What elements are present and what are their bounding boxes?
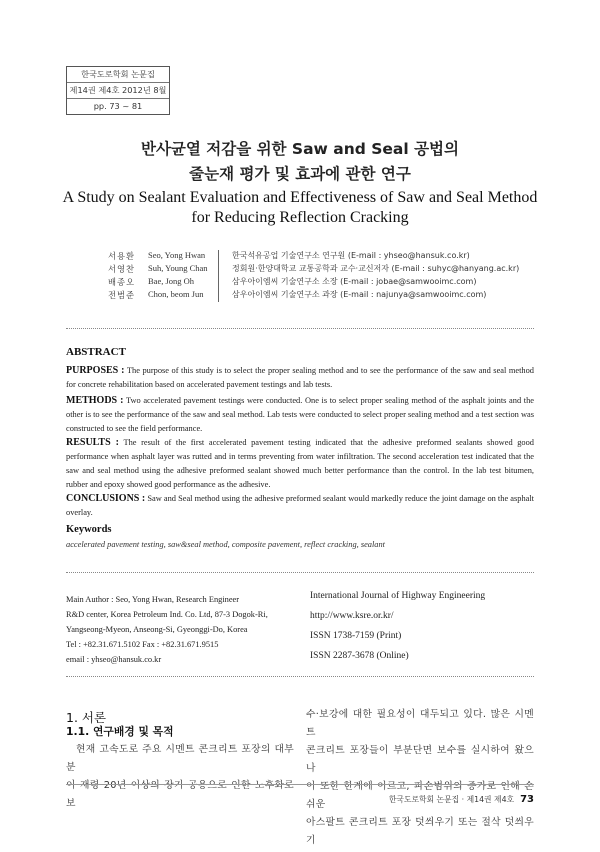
body-line: 아스팔트 콘크리트 포장 덧씌우기 또는 절삭 덧씌우기	[306, 817, 534, 846]
author-name-en: Suh, Young Chan	[148, 263, 208, 273]
author-name-en: Chon, beom Jun	[148, 289, 204, 299]
methods-text: Two accelerated pavement testings were conducted. One is to select proper sealing method of the asphalt joints and the other is to see the performance of the saw and seal method. Lab tests were conducted to select proper sealing method and a test section was constructed to see the field performance.	[66, 396, 534, 433]
title-en-line-2: for Reducing Reflection Cracking	[191, 209, 409, 226]
purposes-text: The purpose of this study is to select the proper sealing method and to see the performance of the saw and seal method for concrete rehabilitation based on accelerated pavement testings and lab tests.	[66, 366, 534, 389]
journal-info-box	[66, 66, 170, 115]
author-name-ko: 서영찬	[108, 264, 136, 274]
body-right-column	[306, 706, 534, 850]
body-line: 이 또한 한계에 이르고, 파손범위의 증가로 인해 손쉬운	[306, 781, 534, 810]
author-name-en: Bae, Jong Oh	[148, 276, 195, 286]
divider-dotted	[66, 328, 534, 329]
main-author-block	[66, 592, 268, 667]
body-left-column	[66, 741, 294, 813]
journal-name: 한국도로학회 논문집	[67, 67, 169, 83]
methods-label: METHODS :	[66, 395, 124, 406]
results-label: RESULTS :	[66, 437, 120, 448]
main-author-line: Tel : +82.31.671.5102 Fax : +82.31.671.9515	[66, 640, 219, 649]
main-author-line: Yangseong-Myeon, Anseong-Si, Gyeonggi-Do, Korea	[66, 625, 248, 634]
journal-pages: pp. 73 ~ 81	[93, 101, 143, 111]
divider-dotted	[66, 572, 534, 573]
author-divider	[218, 250, 219, 302]
title-ko-line-2: 줄눈재 평가 및 효과에 관한 연구	[189, 165, 411, 183]
author-name-ko: 배종오	[108, 277, 136, 287]
conclusions-label: CONCLUSIONS :	[66, 493, 146, 504]
abstract-purposes	[66, 364, 534, 392]
body-line: 이 재령 20년 이상의 장기 공용으로 인한 노후화로 보	[66, 780, 294, 809]
results-text: The result of the first accelerated pavement testing indicated that the adhesive preformed sealants showed good performance when asphalt layer was rutted and in terms preventing from water infiltration. The second acceleration test indicated that the saw and seal method using the adhesive preformed sealant showed much better performance than the control. In the lab test bitumen, rubber and epoxy showed good performance as the adhesive.	[66, 438, 534, 489]
abstract-results	[66, 436, 534, 492]
author-affiliation: 삼우아이엠씨 기술연구소 소장 (E-mail : jobae@samwooimc.com)	[232, 277, 477, 286]
author-affiliation: 한국석유공업 기술연구소 연구원 (E-mail : yhseo@hansuk.co.kr)	[232, 251, 470, 260]
author-affiliation: 삼우아이엠씨 기술연구소 과장 (E-mail : najunya@samwooimc.com)	[232, 290, 487, 299]
journal-volume: 제14권 제4호 2012년 8월	[67, 83, 169, 99]
author-affiliation: 정회원·한양대학교 교통공학과 교수·교신저자 (E-mail : suhyc@hanyang.ac.kr)	[232, 264, 520, 273]
author-name-en: Seo, Yong Hwan	[148, 250, 206, 260]
body-line: 콘크리트 포장들이 부분단면 보수를 실시하여 왔으나	[306, 745, 534, 774]
main-author-line: email : yhseo@hansuk.co.kr	[66, 655, 162, 664]
purposes-label: PURPOSES :	[66, 365, 125, 376]
body-line: 수·보강에 대한 필요성이 대두되고 있다. 많은 시멘트	[306, 709, 534, 738]
journal-url[interactable]: http://www.ksre.or.kr/	[310, 611, 394, 621]
footer-journal: 한국도로학회 논문집 · 제14권 제4호	[388, 795, 515, 804]
journal-title: International Journal of Highway Engineering	[310, 591, 486, 601]
subsection-heading: 1.1. 연구배경 및 목적	[66, 725, 174, 738]
author-name-ko: 전범준	[108, 290, 136, 300]
section-heading: 1. 서론	[66, 710, 107, 725]
conclusions-text: Saw and Seal method using the adhesive preformed sealant would markedly reduce the joint damage on the asphalt overlay.	[66, 494, 535, 517]
abstract-methods	[66, 394, 534, 436]
page-footer	[300, 794, 534, 805]
title-en-line-1: A Study on Sealant Evaluation and Effectiveness of Saw and Seal Method	[62, 189, 538, 206]
body-line: 현재 고속도로 주요 시멘트 콘크리트 포장의 대부분	[66, 744, 294, 773]
author-name-ko: 서용환	[108, 251, 136, 261]
page-number: 73	[520, 794, 534, 805]
issn-online: ISSN 2287-3678 (Online)	[310, 651, 409, 661]
main-author-line: R&D center, Korea Petroleum Ind. Co. Ltd, 87-3 Dogok-Ri,	[66, 610, 268, 619]
journal-info-block	[310, 586, 485, 666]
abstract-heading: ABSTRACT	[66, 346, 126, 358]
issn-print: ISSN 1738-7159 (Print)	[310, 631, 402, 641]
title-ko-line-1: 반사균열 저감을 위한 Saw and Seal 공법의	[140, 140, 460, 158]
keywords-list: accelerated pavement testing, saw&seal method, composite pavement, reflect cracking, sealant	[66, 540, 386, 549]
divider-dotted	[66, 676, 534, 677]
abstract-conclusions	[66, 492, 534, 520]
keywords-heading: Keywords	[66, 524, 112, 535]
main-author-line: Main Author : Seo, Yong Hwan, Research Engineer	[66, 595, 240, 604]
footer-rule	[66, 784, 534, 785]
